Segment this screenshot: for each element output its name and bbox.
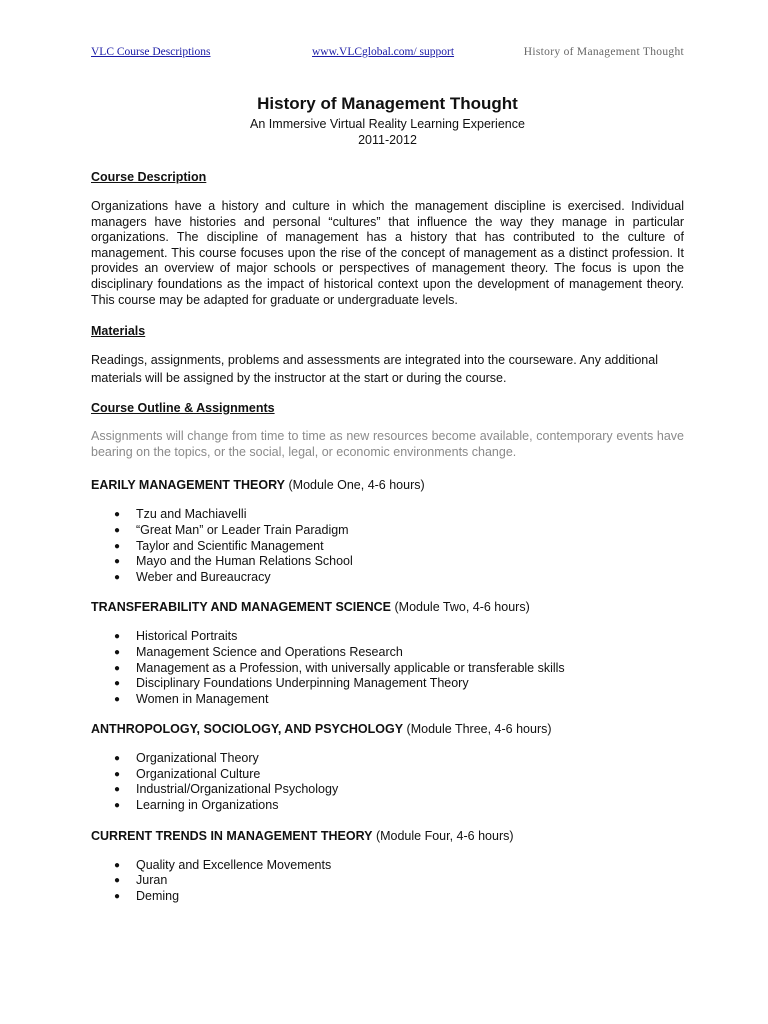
bullet-icon: ● xyxy=(114,768,121,780)
module-topic-list xyxy=(91,858,684,905)
bullet-icon: ● xyxy=(114,571,121,583)
list-item xyxy=(114,538,684,555)
list-item-label: Learning in Organizations xyxy=(136,798,279,813)
course-description-heading: Course Description xyxy=(91,170,207,184)
list-item xyxy=(114,857,684,874)
list-item xyxy=(114,644,684,661)
list-item-label: “Great Man” or Leader Train Paradigm xyxy=(136,522,349,537)
materials-text: Readings, assignments, problems and assessments are integrated into the courseware. Any additional materials will be assigned by the instructor at the start or during the course. xyxy=(91,353,658,386)
bullet-icon: ● xyxy=(114,890,121,902)
list-item-label: Tzu and Machiavelli xyxy=(136,507,247,522)
list-item xyxy=(114,798,684,814)
bullet-icon: ● xyxy=(114,875,121,887)
document-title: History of Management Thought xyxy=(257,94,518,113)
module-detail: (Module Four, 4-6 hours) xyxy=(372,828,514,843)
bullet-icon: ● xyxy=(114,509,121,521)
module-heading xyxy=(91,599,684,615)
module-topic-list xyxy=(91,751,684,813)
module-title: ANTHROPOLOGY, SOCIOLOGY, AND PSYCHOLOGY xyxy=(91,722,404,737)
list-item-label: Quality and Excellence Movements xyxy=(136,857,332,872)
list-item xyxy=(114,660,684,677)
list-item xyxy=(114,751,684,767)
bullet-icon: ● xyxy=(114,646,121,658)
bullet-icon: ● xyxy=(114,859,121,871)
list-item xyxy=(114,507,684,523)
list-item-label: Juran xyxy=(136,873,168,888)
list-item xyxy=(114,569,684,586)
document-subtitle: An Immersive Virtual Reality Learning Experience xyxy=(250,117,525,131)
list-item-label: Management as a Profession, with universally applicable or transferable skills xyxy=(136,660,565,675)
bullet-icon: ● xyxy=(114,784,121,796)
list-item-label: Mayo and the Human Relations School xyxy=(136,554,353,569)
list-item xyxy=(114,691,684,708)
module-topic-list xyxy=(91,507,684,585)
list-item xyxy=(114,873,684,889)
bullet-icon: ● xyxy=(114,753,121,765)
document-year: 2011-2012 xyxy=(358,133,417,147)
module-heading xyxy=(91,721,684,737)
module-detail: (Module Two, 4-6 hours) xyxy=(391,600,530,615)
course-description-text: Organizations have a history and culture in which the management discipline is exercised. Individual managers have histories and personal “cultures” that influence the way they manage in particular organizations. The discipline of management has a history that has contributed to the culture of management. This course focuses upon the rise of the concept of management as a distinct profession. It provides an overview of major schools or perspectives of management theory. The focus is upon the disciplinary foundations as the impact of historical context upon the development of management theory. This course may be adapted for graduate or undergraduate levels. xyxy=(91,199,684,307)
module-heading xyxy=(91,477,684,493)
list-item-label: Women in Management xyxy=(136,691,269,706)
module-topic-list xyxy=(91,629,684,707)
list-item-label: Historical Portraits xyxy=(136,629,238,644)
list-item xyxy=(114,782,684,798)
list-item xyxy=(114,888,684,905)
bullet-icon: ● xyxy=(114,678,121,690)
list-item-label: Organizational Culture xyxy=(136,766,261,781)
bullet-icon: ● xyxy=(114,800,121,812)
list-item xyxy=(114,766,684,783)
list-item xyxy=(114,522,684,539)
bullet-icon: ● xyxy=(114,631,121,643)
list-item-label: Taylor and Scientific Management xyxy=(136,538,324,553)
support-link[interactable]: www.VLCglobal.com/ support xyxy=(312,46,455,58)
outline-note: Assignments will change from time to time as new resources become available, contemporary events have bearing on the topics, or the social, legal, or economic environments change. xyxy=(91,429,684,459)
module-title: TRANSFERABILITY AND MANAGEMENT SCIENCE xyxy=(91,600,392,615)
list-item-label: Weber and Bureaucracy xyxy=(136,569,271,584)
list-item xyxy=(114,629,684,645)
list-item-label: Disciplinary Foundations Underpinning Management Theory xyxy=(136,676,469,691)
list-item-label: Deming xyxy=(136,888,180,903)
materials-heading: Materials xyxy=(91,324,146,339)
bullet-icon: ● xyxy=(114,524,121,536)
header-title: History of Management Thought xyxy=(523,46,684,58)
bullet-icon: ● xyxy=(114,556,121,568)
list-item-label: Management Science and Operations Research xyxy=(136,644,403,659)
list-item xyxy=(114,676,684,692)
bullet-icon: ● xyxy=(114,662,121,674)
list-item xyxy=(114,554,684,570)
module-heading xyxy=(91,828,684,844)
module-detail: (Module Three, 4-6 hours) xyxy=(403,722,552,737)
document-body xyxy=(91,92,684,904)
course-outline-heading: Course Outline & Assignments xyxy=(91,401,275,416)
module-detail: (Module One, 4-6 hours) xyxy=(285,478,425,493)
module-title: EARILY MANAGEMENT THEORY xyxy=(91,478,286,493)
bullet-icon: ● xyxy=(114,540,121,552)
module-title: CURRENT TRENDS IN MANAGEMENT THEORY xyxy=(91,828,373,843)
course-descriptions-link[interactable]: VLC Course Descriptions xyxy=(91,46,211,58)
bullet-icon: ● xyxy=(114,693,121,705)
page-header xyxy=(91,46,684,62)
list-item-label: Industrial/Organizational Psychology xyxy=(136,782,339,797)
list-item-label: Organizational Theory xyxy=(136,751,259,766)
